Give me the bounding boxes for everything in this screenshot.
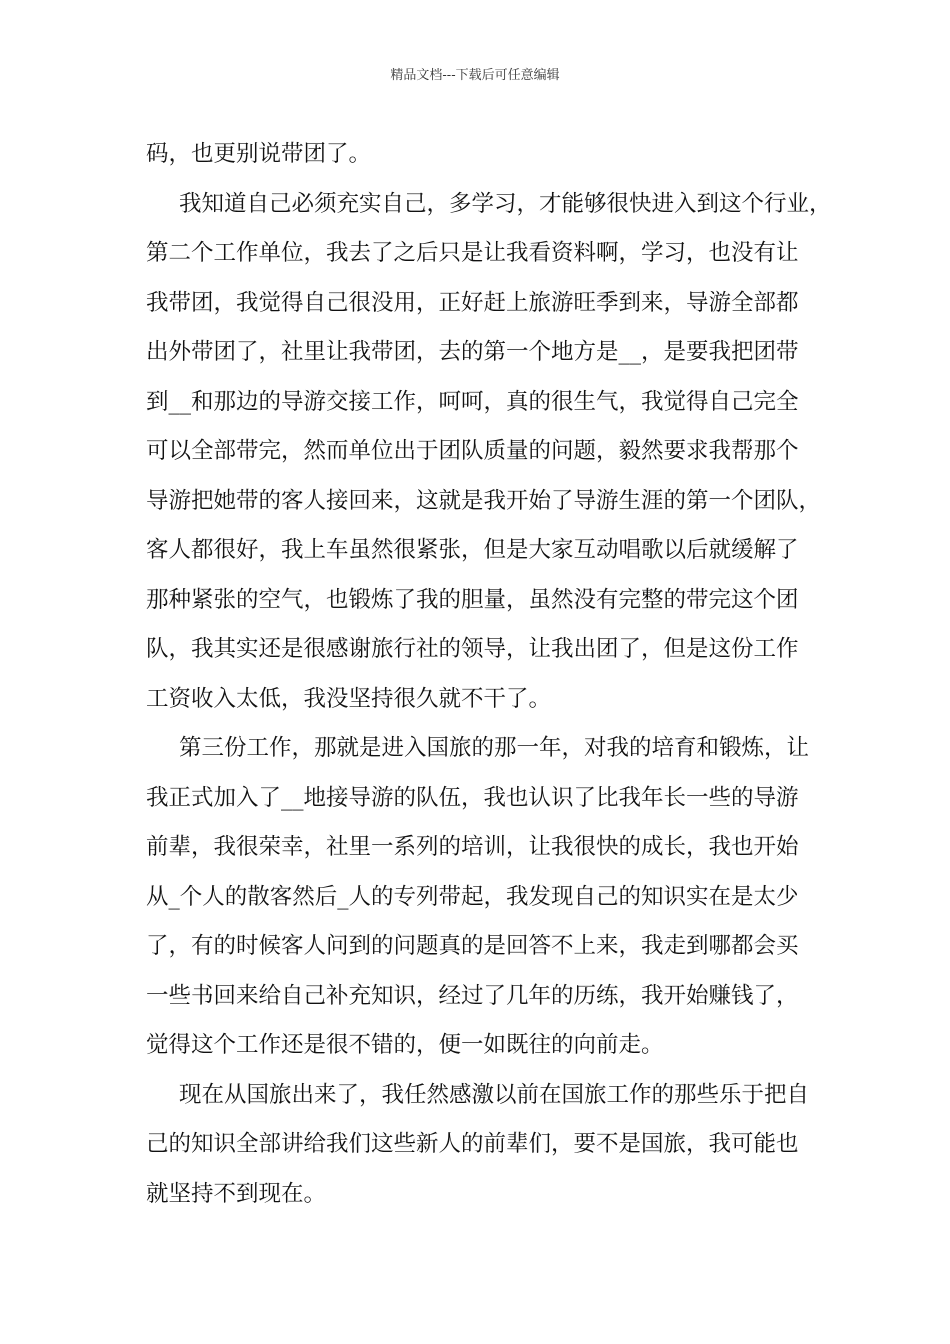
text-line: 就坚持不到现在。 (146, 1180, 327, 1207)
text-line: 队，我其实还是很感谢旅行社的领导，让我出团了，但是这份工作 (146, 636, 799, 662)
paragraph (146, 180, 832, 725)
text-line: 我带团，我觉得自己很没用，正好赶上旅游旺季到来，导游全部都 (146, 289, 799, 316)
text-line: 现在从国旅出来了，我任然感激以前在国旅工作的那些乐于把自 (179, 1081, 810, 1108)
paragraph (146, 724, 826, 1071)
text-line: 第三份工作，那就是进入国旅的那一年，对我的培育和锻炼，让 (179, 735, 810, 761)
paragraph (146, 1071, 826, 1220)
text-line: 前辈，我很荣幸，社里一系列的培训，让我很快的成长，我也开始 (146, 834, 799, 860)
text-line: 从_个人的散客然后_人的专列带起，我发现自己的知识实在是太少 (146, 883, 799, 910)
text-line: 出外带团了，社里让我带团，去的第一个地方是__，是要我把团带 (146, 339, 799, 365)
text-line: 导游把她带的客人接回来，这就是我开始了导游生涯的第一个团队， (146, 487, 822, 514)
paragraph (146, 130, 826, 180)
text-line: 己的知识全部讲给我们这些新人的前辈们，要不是国旅，我可能也 (146, 1131, 799, 1157)
text-line: 那种紧张的空气，也锻炼了我的胆量，虽然没有完整的带完这个团 (146, 586, 799, 613)
text-line: 码，也更别说带团了。 (146, 141, 372, 167)
text-line: 到__和那边的导游交接工作，呵呵，真的很生气，我觉得自己完全 (146, 388, 799, 415)
text-line: 觉得这个工作还是很不错的，便一如既往的向前走。 (146, 1032, 664, 1058)
page-header: 精品文档---下载后可任意编辑 (390, 68, 560, 83)
text-line: 工资收入太低，我没坚持很久就不干了。 (146, 685, 552, 712)
text-line: 了，有的时候客人问到的问题真的是回答不上来，我走到哪都会买 (146, 933, 799, 959)
text-line: 客人都很好，我上车虽然很紧张，但是大家互动唱歌以后就缓解了 (146, 537, 799, 563)
text-line: 第二个工作单位，我去了之后只是让我看资料啊，学习，也没有让 (146, 240, 799, 266)
text-line: 我知道自己必须充实自己，多学习，才能够很快进入到这个行业， (179, 190, 832, 217)
text-line: 我正式加入了__地接导游的队伍，我也认识了比我年长一些的导游 (146, 784, 799, 811)
text-line: 可以全部带完，然而单位出于团队质量的问题，毅然要求我帮那个 (146, 438, 799, 464)
text-line: 一些书回来给自己补充知识，经过了几年的历练，我开始赚钱了， (146, 982, 799, 1009)
document-body (146, 130, 832, 1219)
